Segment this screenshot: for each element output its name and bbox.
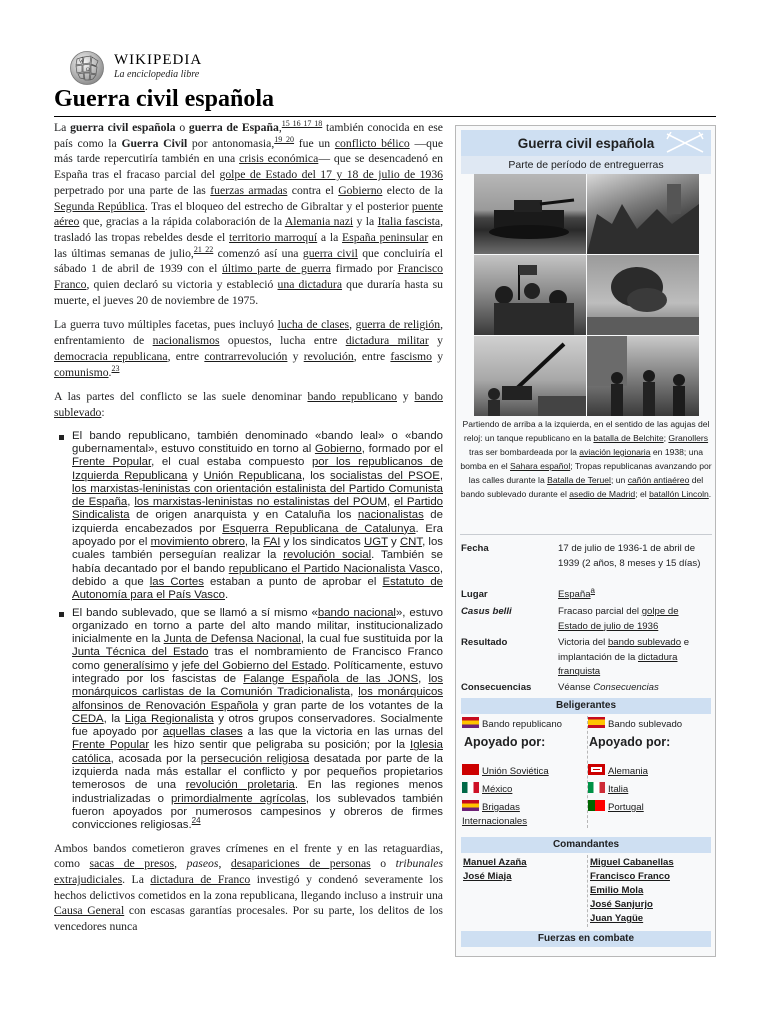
inline-link[interactable]: republicano el Partido Nacionalista Vasco	[228, 562, 440, 575]
italic-term: Consecuencias	[593, 682, 659, 693]
inline-link[interactable]: conflicto bélico	[334, 136, 410, 150]
inline-link[interactable]: Segunda República	[54, 199, 145, 213]
photo-republican-troops	[474, 255, 586, 335]
inline-link[interactable]: golpe de Estado de julio de 1936	[558, 606, 679, 632]
supporter-mexico[interactable]	[462, 782, 584, 797]
inline-link[interactable]: último parte de guerra	[222, 262, 331, 276]
side-republicano[interactable]	[462, 717, 562, 732]
inline-link[interactable]: sacas de presos	[89, 857, 175, 871]
fecha-label: Fecha	[461, 543, 489, 554]
supporter-brigadas[interactable]	[462, 800, 584, 829]
supporter-brigadas-label: Brigadas Internacionales	[462, 802, 528, 827]
intro-paragraph: La guerra civil española o guerra de España,$^{15 16 17 18}$ también conocida en ese país como la Guerra Civil por antonomasia,$^{19 20}$ fue un conflicto bélico —que más tarde repercutiría también en una crisis económica— que se desencadenó en España tras el fracaso parcial del golpe de Estado del 17 y 18 de julio de 1936 perpetrado por una parte de las fuerzas armadas contra el Gobierno electo de la Segunda República. Tras el bloqueo del estrecho de Gibraltar y el posterior puente aéreo que, gracias a la rápida colaboración de la Alemania nazi y la Italia fascista, trasladó las tropas rebeldes desde el territorio marroquí a la España peninsular en las últimas semanas de julio,$^{21 22}$ comenzó así una guerra civil que concluiría el sábado 1 de abril de 1939 con el último parte de guerra firmado por Francisco Franco, quien declaró su victoria y estableció una dictadura que duraría hasta su muerte, el jueves 20 de noviembre de 1975.	[54, 119, 444, 307]
infobox-title	[461, 130, 711, 157]
inline-link[interactable]: Junta Técnica del Estado	[72, 646, 209, 659]
inline-link[interactable]: Iglesia católica	[72, 739, 443, 765]
photo-granollers	[587, 174, 699, 254]
inline-link[interactable]: por los republicanos de Izquierda Republicana	[72, 456, 444, 482]
inline-link[interactable]: aquellas clases	[162, 726, 243, 739]
soviet-flag-icon	[462, 764, 479, 775]
facets-paragraph: La guerra tuvo múltiples facetas, pues incluyó lucha de clases, guerra de religión, enfrentamiento de nacionalismos opuestos, lucha entre dictadura militar y democracia republicana, entre contrarrevolución y revolución, entre fascismo y comunismo.$^{23}$	[54, 318, 444, 379]
inline-link[interactable]: bando sublevado	[607, 637, 682, 648]
italic-term: tribunales	[395, 857, 444, 871]
commander-sanjurjo[interactable]: José Sanjurjo	[590, 899, 653, 910]
inline-link[interactable]: batalla de Belchite	[593, 433, 664, 443]
inline-link[interactable]: golpe de Estado del 17 y 18 de julio de 1936	[219, 168, 444, 182]
svg-text:Ω: Ω	[86, 68, 90, 73]
inline-link[interactable]: el Partido Sindicalista	[72, 496, 443, 522]
beligerantes-heading: Beligerantes	[461, 698, 711, 714]
list-item-rebel: El bando sublevado, que se llamó a sí mismo «bando nacional», estuvo organizado en torno a parte del alto mando militar, institucionalizado inicialmente en la Junta de Defensa Nacional, la cual fue sustituida por la Junta Técnica del Estado tras el nombramiento de Francisco Franco como generalísimo y jefe del Gobierno del Estado. Políticamente, estuvo integrado por los fascistas de Falange Española de las JONS, los monárquicos carlistas de la Comunión Tradicionalista, los monárquicos alfonsinos de Renovación Española y gran parte de los votantes de la CEDA, la Liga Regionalista y otros grupos conservadores. Socialmente fue apoyado por aquellas clases a las que la victoria en las urnas del Frente Popular les hizo sentir que peligraba su posición; por la Iglesia católica, acosada por la persecución religiosa desatada por parte de la izquierda nada más estallar el conflicto y por pequeños propietarios temerosos de una revolución proletaria. En las regiones menos industrializadas o primordialmente agrícolas, los sublevados también fueron apoyados por numerosos campesinos y obreros de firmes convicciones religiosas.$^{24}$	[54, 607, 443, 833]
inline-link[interactable]: batallón Lincoln	[649, 489, 709, 499]
inline-link[interactable]: dictadura militar	[345, 334, 429, 348]
resultado-label: Resultado	[461, 637, 508, 648]
commander-yague[interactable]: Juan Yagüe	[590, 913, 644, 924]
inline-link[interactable]: nacionalistas	[357, 509, 424, 522]
wordmark: WIKIPEDIA	[114, 52, 203, 68]
fuerzas-heading: Fuerzas en combate	[461, 931, 711, 947]
inline-link[interactable]: FAI	[263, 536, 281, 549]
inline-link[interactable]: Esquerra Republicana de Catalunya	[222, 522, 416, 535]
inline-link[interactable]: primordialmente agrícolas	[170, 792, 306, 805]
inline-link[interactable]: movimiento obrero	[150, 536, 245, 549]
italy-flag-icon	[588, 782, 605, 793]
reference-link[interactable]: a	[590, 585, 595, 595]
inline-link[interactable]: España peninsular	[342, 230, 429, 244]
photo-caption: Partiendo de arriba a la izquierda, en el sentido de las agujas del reloj: un tanque republicano en la batalla de Belchite; Granollers tras ser bombardeada por la aviación legionaria en 1938; una bomba en el Sahara español; Tropas republicanas avanzando por las calles durante la Batalla de Teruel; un cañón antiaéreo del bando sublevado durante el asedio de Madrid; el batallón Lincoln.	[460, 419, 712, 499]
supporter-germany-label: Alemania	[608, 766, 648, 777]
inline-link[interactable]: Alemania nazi	[284, 215, 354, 229]
inline-link[interactable]: revolución proletaria	[185, 779, 295, 792]
supporter-soviet-union-label: Unión Soviética	[482, 766, 549, 777]
supporter-italy[interactable]	[588, 782, 628, 797]
inline-link[interactable]: revolución	[303, 349, 354, 363]
inline-link[interactable]: aviación legionaria	[579, 447, 651, 457]
inline-link[interactable]: democracia republicana	[54, 349, 168, 363]
inline-link[interactable]: bando republicano	[307, 390, 397, 404]
commander-azana[interactable]: Manuel Azaña	[463, 857, 527, 868]
inline-link[interactable]: Frente Popular	[72, 739, 150, 752]
infobox-divider	[460, 534, 712, 535]
side-sublevado-label: Bando sublevado	[608, 719, 683, 730]
reference-link[interactable]: 23	[111, 363, 120, 373]
inline-link[interactable]: una dictadura	[277, 278, 343, 292]
nationalist-flag-icon	[588, 717, 605, 728]
comandantes-divider	[587, 855, 588, 927]
consecuencias-label: Consecuencias	[461, 682, 532, 693]
inline-link[interactable]: persecución religiosa	[200, 752, 310, 765]
wikipedia-globe-icon	[68, 50, 106, 86]
inline-link[interactable]: bando sublevado	[54, 390, 444, 419]
resultado-value: Victoria del bando sublevado e implantación de la dictadura franquista	[558, 637, 690, 677]
commander-franco[interactable]: Francisco Franco	[590, 871, 670, 882]
reference-link[interactable]: 21 22	[193, 244, 214, 254]
inline-link[interactable]: los marxistas-leninistas con orientación estalinista del Partido Comunista de España	[72, 482, 443, 509]
inline-link[interactable]: Causa General	[54, 904, 125, 918]
inline-link[interactable]: CEDA	[72, 712, 104, 725]
bold-term: guerra de España	[188, 121, 279, 134]
inline-link[interactable]: UGT	[364, 536, 388, 549]
comandantes-heading: Comandantes	[461, 837, 711, 853]
inline-link[interactable]: revolución social	[283, 549, 372, 562]
page-title: Guerra civil española	[54, 86, 274, 112]
commander-miaja[interactable]: José Miaja	[463, 871, 512, 882]
consecuencias-value: Véanse Consecuencias	[558, 682, 659, 693]
reference-link[interactable]: 19 20	[274, 134, 295, 144]
inline-link[interactable]: Italia fascista	[377, 215, 441, 229]
infobox-row-fecha	[461, 542, 711, 588]
apoyado-por-republicano: Apoyado por:	[464, 735, 546, 749]
inline-link[interactable]: contrarrevolución	[204, 349, 288, 363]
side-republicano-label: Bando republicano	[482, 719, 563, 730]
lugar-value	[558, 585, 710, 603]
inline-link[interactable]: nacionalismos	[152, 334, 220, 348]
portugal-flag-icon	[588, 800, 605, 811]
inline-link[interactable]: Gobierno	[338, 183, 383, 197]
inline-link[interactable]: desapariciones de personas	[230, 857, 371, 871]
commanders-republican	[463, 856, 527, 884]
inline-link[interactable]: Gobierno	[314, 442, 362, 455]
photo-lincoln-battalion	[587, 336, 699, 416]
casus-belli-label[interactable]: Casus belli	[461, 606, 512, 617]
supporter-soviet-union[interactable]	[462, 764, 584, 779]
supporter-mexico-label: México	[482, 784, 513, 795]
italic-term: paseos	[186, 857, 219, 871]
crimes-paragraph: Ambos bandos cometieron graves crímenes en el frente y en las retaguardias, como sacas de presos, paseos, desapariciones de personas o tribunales extrajudiciales. La dictadura de Franco investigó y condenó severamente los hechos delictivos cometidos en la zona republicana, llegando incluso a instruir una Causa General con escasas garantías procesales. Por su parte, los delitos de los vencedores nunca	[54, 841, 444, 934]
supporter-portugal-label: Portugal	[608, 802, 644, 813]
inline-link[interactable]: dictadura de Franco	[150, 872, 251, 886]
inline-link[interactable]: Junta de Defensa Nacional	[163, 633, 301, 646]
inline-link[interactable]: crisis económica	[239, 152, 319, 166]
inline-link[interactable]: las Cortes	[149, 575, 204, 588]
fecha-value: 17 de julio de 1936-1 de abril de 1939 (2 años, 8 meses y 15 días)	[558, 543, 701, 569]
inline-link[interactable]: asedio de Madrid	[569, 489, 636, 499]
sides-paragraph: A las partes del conflicto se las suele denominar bando republicano y bando sublevado:	[54, 390, 444, 419]
inline-link[interactable]: Batalla de Teruel	[547, 475, 611, 485]
inline-link[interactable]: bando nacional	[317, 606, 396, 619]
commander-cabanellas[interactable]: Miguel Cabanellas	[590, 857, 674, 868]
inline-link[interactable]: Falange Española de las JONS	[243, 673, 419, 685]
lugar-label: Lugar	[461, 589, 488, 600]
photo-collage[interactable]	[474, 174, 699, 416]
inline-link[interactable]: Granollers	[668, 433, 709, 443]
inline-link[interactable]: jefe del Gobierno del Estado	[181, 659, 327, 672]
side-sublevado[interactable]	[588, 717, 682, 732]
inline-link[interactable]: Liga Regionalista	[124, 712, 214, 725]
infobox-subtitle: Parte de período de entreguerras	[461, 156, 711, 174]
inline-link[interactable]: los monárquicos alfonsinos de Renovación Española	[72, 686, 443, 712]
inline-link[interactable]: fuerzas armadas	[210, 183, 288, 197]
casus-belli-value: Fracaso parcial del golpe de Estado de julio de 1936	[558, 606, 679, 632]
supporter-portugal[interactable]	[588, 800, 644, 815]
inline-link[interactable]: dictadura franquista	[558, 651, 678, 677]
republican-flag-icon	[462, 717, 479, 728]
germany-flag-icon	[588, 764, 605, 775]
photo-antiaircraft-gun	[474, 336, 586, 416]
inline-link[interactable]: los monárquicos carlistas de la Comunión Tradicionalista	[72, 673, 443, 699]
tagline: La enciclopedia libre	[114, 69, 200, 80]
reference-link[interactable]: 24	[191, 816, 201, 826]
inline-link[interactable]: lucha de clases	[277, 318, 350, 332]
bold-term: Guerra Civil	[121, 136, 188, 150]
supporter-germany[interactable]	[588, 764, 648, 779]
inline-link[interactable]: Frente Popular	[72, 456, 152, 469]
photo-explosion	[587, 255, 699, 335]
article-body	[54, 118, 443, 935]
inline-link[interactable]: Unión Republicana	[203, 469, 302, 482]
brigades-flag-icon	[462, 800, 479, 811]
apoyado-por-sublevado: Apoyado por:	[589, 735, 671, 749]
inline-link[interactable]: España	[558, 589, 591, 600]
inline-link[interactable]: CNT	[399, 536, 423, 549]
infobox	[455, 125, 716, 957]
inline-link[interactable]: guerra de religión	[355, 318, 441, 332]
inline-link[interactable]: generalísimo	[103, 659, 169, 672]
inline-link[interactable]: los marxistas-leninistas no estalinistas del POUM	[134, 496, 387, 509]
reference-link[interactable]: 15 16 17 18	[281, 119, 323, 129]
inline-link[interactable]: extrajudiciales	[54, 872, 123, 886]
sides-list	[54, 430, 443, 833]
mexico-flag-icon	[462, 782, 479, 793]
svg-text:W: W	[79, 60, 84, 65]
commander-mola[interactable]: Emilio Mola	[590, 885, 644, 896]
commanders-nationalist	[590, 856, 674, 926]
inline-link[interactable]: puente aéreo	[54, 199, 443, 229]
inline-link[interactable]: cañón antiaéreo	[627, 475, 690, 485]
inline-link[interactable]: Sahara español	[510, 461, 571, 471]
crossed-swords-icon	[665, 132, 705, 154]
inline-link[interactable]: Francisco Franco	[54, 262, 444, 292]
title-divider	[54, 116, 716, 117]
inline-link[interactable]: Estatuto de Autonomía para el País Vasco	[72, 575, 443, 602]
supporter-italy-label: Italia	[608, 784, 629, 795]
inline-link[interactable]: fascismo	[390, 349, 432, 363]
inline-link[interactable]: socialistas del PSOE	[330, 469, 440, 482]
photo-tank	[474, 174, 586, 254]
inline-link[interactable]: guerra civil	[302, 246, 358, 260]
inline-link[interactable]: territorio marroquí	[229, 230, 318, 244]
inline-link[interactable]: comunismo	[54, 365, 109, 379]
infobox-title-text: Guerra civil española	[517, 136, 655, 151]
bold-term: guerra civil española	[70, 121, 176, 134]
list-item-republican: El bando republicano, también denominado «bando leal» o «bando gubernamental», estuvo constituido en torno al Gobierno, formado por el Frente Popular, el cual estaba compuesto por los republicanos de Izquierda Republicana y Unión Republicana, los socialistas del PSOE, los marxistas-leninistas con orientación estalinista del Partido Comunista de España, los marxistas-leninistas no estalinistas del POUM, el Partido Sindicalista de origen anarquista y en Cataluña los nacionalistas de izquierda encabezados por Esquerra Republicana de Catalunya. Era apoyado por el movimiento obrero, la FAI y los sindicatos UGT y CNT, los cuales también perseguían realizar la revolución social. También se había decantado por el bando republicano el Partido Nacionalista Vasco, debido a que las Cortes estaban a punto de aprobar el Estatuto de Autonomía para el País Vasco.	[54, 430, 443, 603]
